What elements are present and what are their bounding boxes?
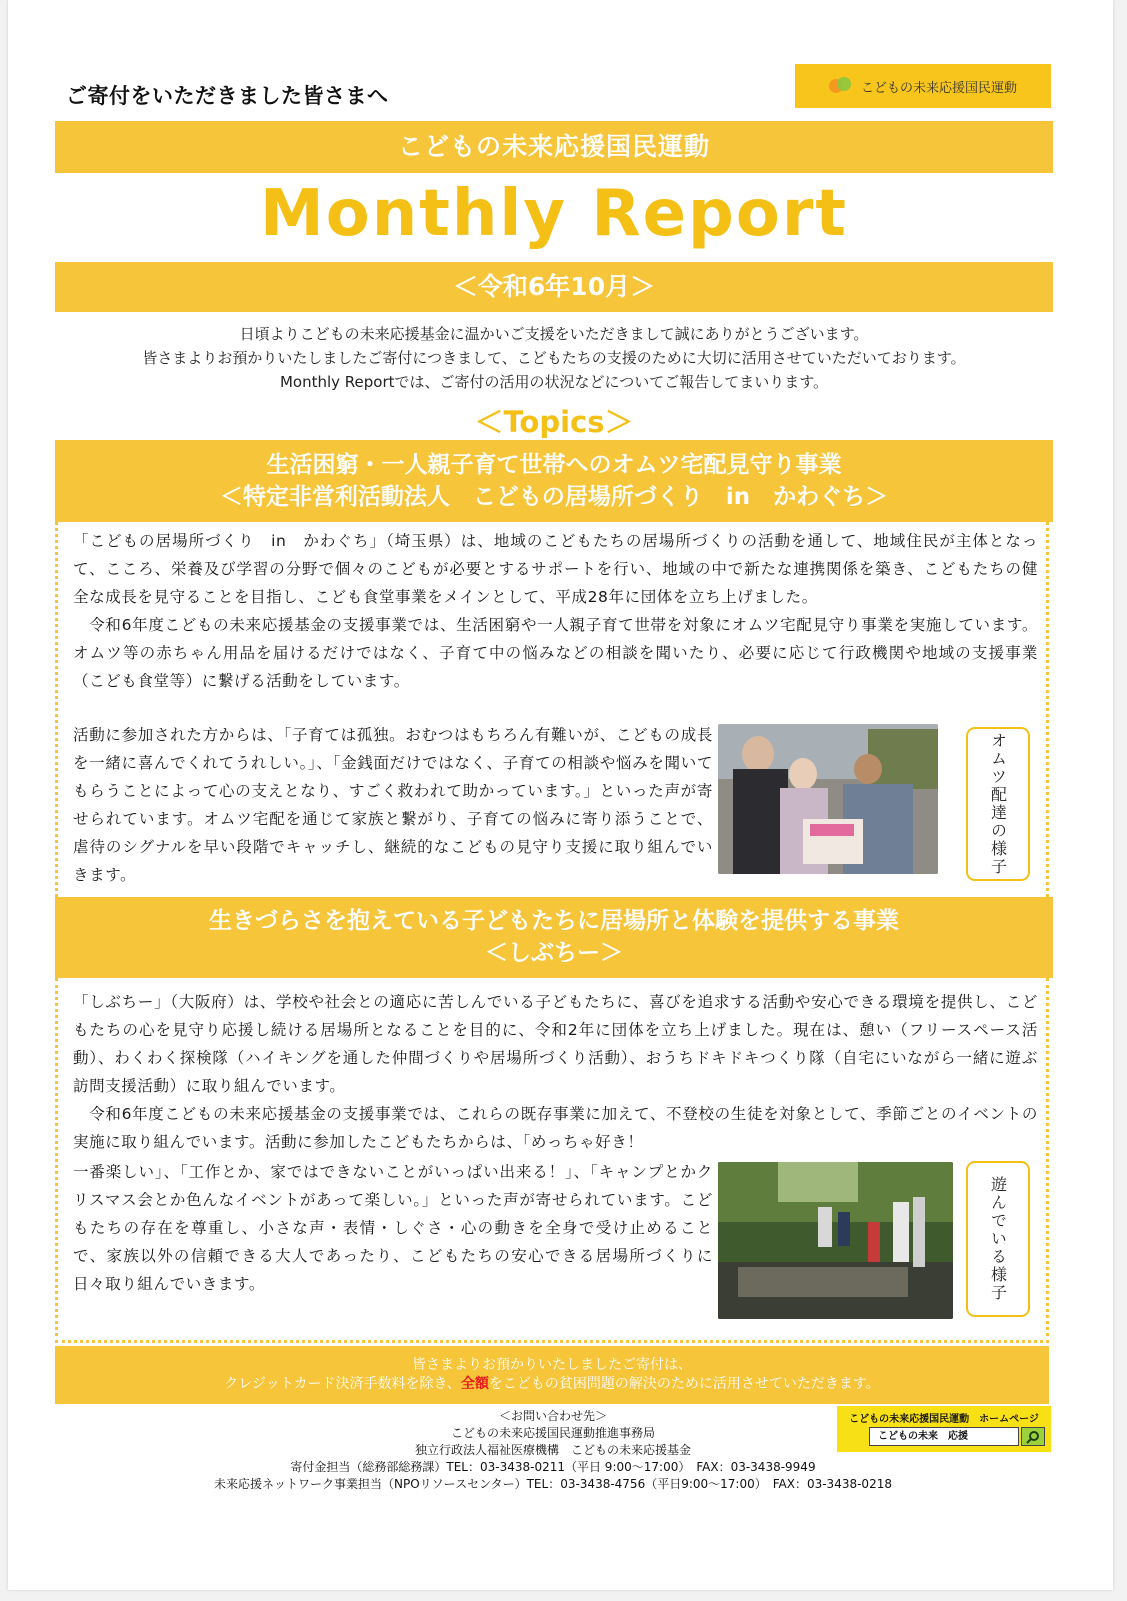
full-amount-highlight: 全額 bbox=[460, 1376, 489, 1392]
org-logo-text: こどもの未来応援国民運動 bbox=[860, 80, 1017, 96]
homepage-title: こどもの未来応援国民運動 ホームページ bbox=[849, 1414, 1039, 1425]
topic1-photo bbox=[718, 724, 938, 874]
org-title-band: こどもの未来応援国民運動 bbox=[55, 121, 1053, 173]
topic1-body bbox=[73, 527, 1038, 695]
intro-text bbox=[55, 322, 1053, 394]
donation-usage-band bbox=[55, 1346, 1049, 1404]
topic2-photo-caption: 遊んでいる様子 bbox=[966, 1161, 1030, 1317]
intro-line: 皆さまよりお預かりいたしましたご寄付につきまして、こどもたちの支援のために大切に活用させていただいております。 bbox=[142, 349, 966, 367]
org-logo-icon bbox=[829, 76, 851, 96]
kids-playing-photo bbox=[718, 1162, 953, 1319]
greeting-heading: ご寄付をいただきました皆さまへ bbox=[66, 84, 389, 108]
homepage-search-banner[interactable] bbox=[837, 1406, 1051, 1452]
contact-donation-line: 寄付金担当（総務部総務課）TEL：03-3438-0211（平日 9:00～17:00） FAX：03-3438-9949 bbox=[290, 1460, 816, 1474]
diaper-delivery-photo bbox=[718, 724, 938, 874]
donation-usage-line1: 皆さまよりお預かりいたしましたご寄付は、 bbox=[412, 1357, 692, 1373]
topic1-body-text: 「こどもの居場所づくり in かわぐち」（埼玉県）は、地域のこどもたちの居場所づくりの活動を通して、地域住民が主体となって、こころ、栄養及び学習の分野で個々のこどもが必要とするサポートを行い、地域の中で新たな連携関係を築き、こどもたちの健全な成長を見守ることを目指し、こども食堂事業をメインとして、平成28年に団体を立ち上げました。 令和6年度こどもの未来応援基金の支援事業では、生活困窮や一人親子育て世帯を対象にオムツ宅配見守り事業を実施しています。オムツ等の赤ちゃん用品を届けるだけではなく、子育て中の悩みなどの相談を聞いたり、必要に応じて行政機関や地域の支援事業（こども食堂等）に繋げる活動をしています。 bbox=[73, 532, 1038, 690]
main-title: Monthly Report bbox=[260, 177, 848, 251]
topic2-photo bbox=[718, 1162, 953, 1319]
search-button[interactable] bbox=[1021, 1427, 1045, 1446]
intro-line: Monthly Reportでは、ご寄付の活用の状況などについてご報告してまいります。 bbox=[279, 373, 829, 391]
search-icon bbox=[1025, 1430, 1041, 1444]
contact-info bbox=[158, 1408, 948, 1493]
topic1-header-band bbox=[55, 440, 1053, 522]
intro-line: 日頃よりこどもの未来応援基金に温かいご支援をいただきまして誠にありがとうございます。 bbox=[239, 325, 869, 343]
topics-heading: ＜Topics＞ bbox=[474, 405, 634, 439]
topic1-photo-caption: オムツ配達の様子 bbox=[966, 727, 1030, 881]
topic2-header-band bbox=[55, 897, 1053, 978]
contact-heading: ＜お問い合わせ先＞ bbox=[498, 1409, 607, 1423]
org-logo-badge bbox=[795, 64, 1051, 108]
topic2-title: 生きづらさを抱えている子どもたちに居場所と体験を提供する事業 bbox=[209, 908, 899, 934]
contact-office: こどもの未来応援国民運動推進事務局 bbox=[450, 1426, 655, 1440]
homepage-search-field[interactable]: こどもの未来 応援 bbox=[869, 1427, 1019, 1446]
topic1-subtitle: ＜特定非営利活動法人 こどもの居場所づくり in かわぐち＞ bbox=[219, 484, 889, 510]
topic1-title: 生活困窮・一人親子育て世帯へのオムツ宅配見守り事業 bbox=[266, 452, 842, 478]
topic2-side-text: 一番楽しい」、「工作とか、家ではできないことがいっぱい出来る！」、「キャンプとかクリスマス会とか色んなイベントがあって楽しい。」といった声が寄せられています。こどもたちの存在を尊重し、小さな声・表情・しぐさ・心の動きを全身で受け止めることで、家族以外の信頼できる大人であったり、こどもたちの安心できる居場所づくりに日々取り組んでいきます。 bbox=[73, 1163, 713, 1293]
report-page bbox=[8, 0, 1113, 1590]
contact-network-line: 未来応援ネットワーク事業担当（NPOリソースセンター）TEL：03-3438-4756（平日9:00～17:00） FAX：03-3438-0218 bbox=[214, 1477, 892, 1491]
topic2-body bbox=[73, 988, 1038, 1156]
topic2-body-text: 「しぶちー」（大阪府）は、学校や社会との適応に苦しんでいる子どもたちに、喜びを追求する活動や安心できる環境を提供し、こどもたちの心を見守り応援し続ける居場所となることを目的に、令和2年に団体を立ち上げました。現在は、憩い（フリースペース活動）、わくわく探検隊（ハイキングを通した仲間づくりや居場所づくり活動）、おうちドキドキつくり隊（自宅にいながら一緒に遊ぶ訪問支援活動）に取り組んでいます。 令和6年度こどもの未来応援基金の支援事業では、これらの既存事業に加えて、不登校の生徒を対象として、季節ごとのイベントの実施に取り組んでいます。活動に参加したこどもたちからは、「めっちゃ好き！ bbox=[73, 993, 1038, 1151]
donation-usage-line2: クレジットカード決済手数料を除き、全額をこどもの貧困問題の解決のために活用させていただきます。 bbox=[224, 1376, 880, 1392]
topic2-subtitle: ＜しぶちー＞ bbox=[485, 940, 623, 966]
contact-organization: 独立行政法人福祉医療機構 こどもの未来応援基金 bbox=[414, 1443, 691, 1457]
topic1-side-text: 活動に参加された方からは、「子育ては孤独。おむつはもちろん有難いが、こどもの成長を一緒に喜んでくれてうれしい。」、「金銭面だけではなく、子育ての相談や悩みを聞いてもらうことによって心の支えとなり、すごく救われて助かっています。」といった声が寄せられています。オムツ宅配を通じて家族と繋がり、子育ての悩みに寄り添うことで、虐待のシグナルを早い段階でキャッチし、継続的なこどもの見守り支援に取り組んでいきます。 bbox=[73, 726, 713, 884]
report-date-band: ＜令和6年10月＞ bbox=[55, 262, 1053, 312]
